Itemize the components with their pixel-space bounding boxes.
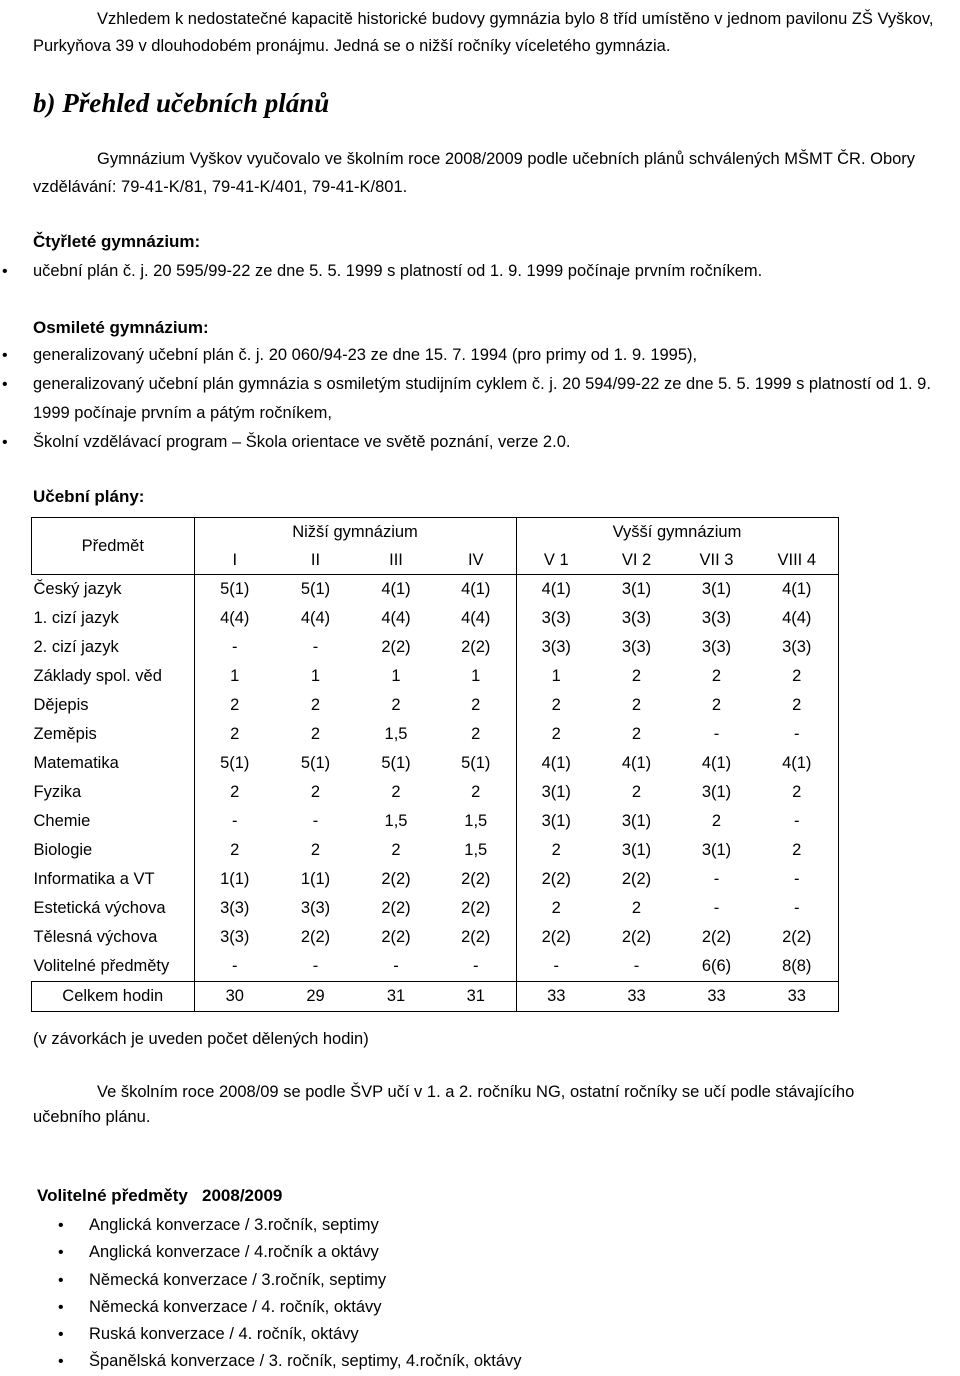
table-row: [32, 865, 839, 894]
grade-header: III: [356, 546, 436, 575]
subject-cell: 1. cizí jazyk: [32, 604, 195, 633]
hours-cell: 2: [471, 696, 481, 714]
hours-cell: 1: [471, 667, 481, 685]
total-cell: 30: [194, 982, 275, 1012]
table-row: [32, 662, 839, 691]
hours-cell: 2: [711, 812, 722, 830]
subject-cell: Český jazyk: [32, 575, 195, 605]
hours-cell: -: [713, 899, 720, 917]
hours-cell: 3(3): [701, 638, 732, 656]
list-item: • Německá konverzace / 3.ročník, septimy: [0, 1267, 522, 1294]
hours-cell: 2(2): [381, 638, 411, 656]
grade-header: V 1: [516, 546, 596, 575]
hours-cell: 4(4): [300, 609, 331, 627]
hours-cell: 5(1): [461, 754, 491, 772]
hours-cell: 2: [391, 783, 401, 801]
hours-cell: 2(2): [621, 870, 652, 888]
subject-cell: Fyzika: [32, 778, 195, 807]
hours-cell: 1(1): [300, 870, 331, 888]
hours-cell: 1,5: [464, 812, 488, 830]
hours-cell: 2: [711, 696, 722, 714]
hours-cell: 2: [516, 720, 596, 749]
table-row: [32, 836, 839, 865]
list-item: • Anglická konverzace / 4.ročník a oktávy: [0, 1239, 522, 1266]
hours-cell: 2: [230, 696, 240, 714]
total-label: Celkem hodin: [32, 982, 195, 1012]
hours-cell: 3(3): [516, 633, 596, 662]
hours-cell: 6(6): [701, 957, 732, 975]
hours-cell: 3(1): [701, 783, 732, 801]
total-row: [32, 982, 839, 1012]
list-item: • Německá konverzace / 4. ročník, oktávy: [0, 1294, 522, 1321]
hours-cell: -: [232, 957, 238, 975]
subject-cell: 2. cizí jazyk: [32, 633, 195, 662]
eight-year-heading: Osmileté gymnázium:: [33, 318, 209, 337]
hours-cell: 4(1): [516, 749, 596, 778]
table-row: [32, 720, 839, 749]
subject-cell: Chemie: [32, 807, 195, 836]
hours-cell: -: [756, 894, 838, 923]
hours-cell: 1,5: [464, 841, 488, 859]
svp-paragraph: Ve školním roce 2008/09 se podle ŠVP učí v 1. a 2. ročníku NG, ostatní ročníky se učí podle stávajícího učebního plánu.: [33, 1083, 855, 1126]
grade-header: VI 2: [596, 546, 677, 575]
total-cell: 29: [275, 982, 356, 1012]
list-item: • Anglická konverzace / 3.ročník, septimy: [0, 1212, 522, 1239]
table-row: [32, 807, 839, 836]
list-item: • Ruská konverzace / 4. ročník, oktávy: [0, 1321, 522, 1348]
hours-cell: 2(2): [461, 638, 491, 656]
table-row: [32, 749, 839, 778]
hours-cell: 5(1): [300, 580, 331, 598]
hours-cell: 2: [631, 783, 642, 801]
table-row: [32, 691, 839, 720]
hours-cell: 2: [230, 783, 240, 801]
hours-cell: 4(1): [381, 580, 411, 598]
hours-cell: 2: [711, 667, 722, 685]
hours-cell: 5(1): [220, 754, 250, 772]
hours-cell: 2(2): [461, 928, 491, 946]
hours-cell: 4(4): [381, 609, 411, 627]
total-cell: 31: [436, 982, 516, 1012]
hours-cell: 4(4): [756, 604, 838, 633]
hours-cell: 2: [756, 691, 838, 720]
total-cell: 33: [756, 982, 838, 1012]
hours-cell: 2(2): [461, 899, 491, 917]
hours-cell: 3(1): [516, 807, 596, 836]
hours-cell: 3(3): [701, 609, 732, 627]
eight-year-list: [0, 341, 960, 457]
hours-cell: 4(1): [621, 754, 652, 772]
hours-cell: 3(1): [516, 778, 596, 807]
hours-cell: 2(2): [701, 928, 732, 946]
electives-heading: Volitelné předměty 2008/2009: [37, 1186, 283, 1205]
total-cell: 33: [516, 982, 596, 1012]
hours-cell: 2: [631, 696, 642, 714]
table-note: (v závorkách je uveden počet dělených hodin): [33, 1030, 369, 1048]
hours-cell: -: [713, 725, 720, 743]
subject-cell: Volitelné předměty: [32, 952, 195, 982]
hours-cell: 4(4): [220, 609, 250, 627]
hours-cell: 5(1): [300, 754, 331, 772]
table-row: [32, 604, 839, 633]
hours-cell: -: [756, 807, 838, 836]
hours-cell: 5(1): [381, 754, 411, 772]
hours-cell: -: [393, 957, 399, 975]
hours-cell: 2: [516, 894, 596, 923]
hours-cell: -: [232, 638, 238, 656]
hours-cell: 1,5: [384, 725, 408, 743]
hours-cell: 2: [516, 691, 596, 720]
hours-cell: 2: [631, 725, 642, 743]
hours-cell: -: [713, 870, 720, 888]
hours-cell: -: [312, 638, 319, 656]
hours-cell: 2(2): [516, 865, 596, 894]
subject-header: Předmět: [32, 518, 195, 575]
grade-header: IV: [436, 546, 516, 575]
hours-cell: 2(2): [381, 870, 411, 888]
table-row: [32, 923, 839, 952]
intro-paragraph: Vzhledem k nedostatečné kapacitě historické budovy gymnázia bylo 8 tříd umístěno v jednom pavilonu ZŠ Vyškov, Purkyňova 39 v dlouhodobém pronájmu. Jedná se o nižší ročníky víceletého gymnázia.: [33, 10, 934, 55]
group-header-upper: Vyšší gymnázium: [516, 518, 838, 547]
hours-cell: 2: [631, 667, 642, 685]
four-year-heading: Čtyřleté gymnázium:: [33, 232, 201, 251]
subject-cell: Základy spol. věd: [32, 662, 195, 691]
grade-header: VIII 4: [756, 546, 838, 575]
total-cell: 33: [677, 982, 756, 1012]
hours-cell: -: [633, 957, 640, 975]
hours-cell: -: [312, 812, 319, 830]
hours-cell: 3(3): [756, 633, 838, 662]
hours-cell: 1: [230, 667, 240, 685]
list-item: • Španělská konverzace / 3. ročník, septimy, 4.ročník, oktávy: [0, 1348, 522, 1375]
hours-cell: 1,5: [384, 812, 408, 830]
hours-cell: 1: [516, 662, 596, 691]
hours-cell: 3(1): [701, 841, 732, 859]
hours-cell: 1: [310, 667, 321, 685]
hours-cell: 1(1): [220, 870, 250, 888]
hours-cell: 2: [230, 841, 240, 859]
subject-cell: Tělesná výchova: [32, 923, 195, 952]
hours-cell: -: [232, 812, 238, 830]
hours-cell: 2: [631, 899, 642, 917]
plans-table-heading: Učební plány:: [33, 487, 145, 506]
hours-cell: 3(1): [621, 841, 652, 859]
table-body: [32, 575, 839, 982]
total-cell: 33: [596, 982, 677, 1012]
subject-cell: Biologie: [32, 836, 195, 865]
hours-cell: 1: [391, 667, 401, 685]
hours-cell: -: [756, 865, 838, 894]
total-cell: 31: [356, 982, 436, 1012]
hours-cell: 2(2): [300, 928, 331, 946]
hours-cell: 3(1): [621, 580, 652, 598]
hours-cell: 3(3): [621, 609, 652, 627]
table-row: [32, 894, 839, 923]
subject-cell: Informatika a VT: [32, 865, 195, 894]
table-row: [32, 633, 839, 662]
hours-cell: 3(3): [621, 638, 652, 656]
hours-cell: 3(3): [300, 899, 331, 917]
hours-cell: 4(1): [516, 575, 596, 605]
subject-cell: Dějepis: [32, 691, 195, 720]
hours-cell: 4(1): [461, 580, 491, 598]
hours-cell: 2: [310, 841, 321, 859]
group-header-lower: Nižší gymnázium: [194, 518, 516, 547]
hours-cell: 2: [310, 725, 321, 743]
hours-cell: 4(1): [701, 754, 732, 772]
hours-cell: 8(8): [756, 952, 838, 982]
hours-cell: 3(1): [701, 580, 732, 598]
hours-cell: 2: [471, 783, 481, 801]
hours-cell: 2: [756, 836, 838, 865]
hours-cell: 2: [471, 725, 481, 743]
table-row: [32, 952, 839, 982]
subject-cell: Matematika: [32, 749, 195, 778]
hours-cell: 2(2): [381, 899, 411, 917]
list-item: • generalizovaný učební plán gymnázia s osmiletým studijním cyklem č. j. 20 594/99-22 ze dne 5. 5. 1999 s platností od 1. 9. 1999 počínaje prvním a pátým ročníkem,: [0, 370, 953, 428]
hours-cell: 2(2): [461, 870, 491, 888]
list-item: • Školní vzdělávací program – Škola orientace ve světě poznání, verze 2.0.: [0, 428, 960, 457]
hours-cell: 2(2): [381, 928, 411, 946]
hours-cell: 2: [391, 841, 401, 859]
hours-cell: 2(2): [756, 923, 838, 952]
four-year-list: [0, 257, 960, 286]
subject-cell: Zeměpis: [32, 720, 195, 749]
list-item: • učební plán č. j. 20 595/99-22 ze dne 5. 5. 1999 s platností od 1. 9. 1999 počínaje prvním ročníkem.: [0, 257, 960, 286]
table-row: [32, 575, 839, 605]
table-row: [32, 778, 839, 807]
plans-paragraph: Gymnázium Vyškov vyučovalo ve školním roce 2008/2009 podle učebních plánů schválených MŠMT ČR. Obory vzdělávání: 79-41-K/81, 79-41-K/401, 79-41-K/801.: [33, 150, 916, 196]
hours-cell: 2: [230, 725, 240, 743]
study-plan-table: [31, 517, 839, 1012]
list-item: • generalizovaný učební plán č. j. 20 060/94-23 ze dne 15. 7. 1994 (pro primy od 1. 9. 1995),: [0, 341, 960, 370]
hours-cell: -: [756, 720, 838, 749]
hours-cell: 2: [516, 836, 596, 865]
hours-cell: -: [312, 957, 319, 975]
grade-header: VII 3: [677, 546, 756, 575]
hours-cell: 2: [310, 783, 321, 801]
hours-cell: -: [473, 957, 479, 975]
hours-cell: 2: [391, 696, 401, 714]
hours-cell: -: [516, 952, 596, 982]
hours-cell: 2: [756, 662, 838, 691]
hours-cell: 3(1): [621, 812, 652, 830]
hours-cell: 3(3): [220, 899, 250, 917]
hours-cell: 4(1): [756, 575, 838, 605]
grade-header: I: [194, 546, 275, 575]
hours-cell: 2(2): [621, 928, 652, 946]
subject-cell: Estetická výchova: [32, 894, 195, 923]
hours-cell: 4(4): [461, 609, 491, 627]
hours-cell: 2: [756, 778, 838, 807]
hours-cell: 2: [310, 696, 321, 714]
section-heading: b) Přehled učebních plánů: [33, 88, 330, 118]
hours-cell: 5(1): [220, 580, 250, 598]
electives-list: [0, 1212, 522, 1376]
hours-cell: 4(1): [756, 749, 838, 778]
hours-cell: 3(3): [220, 928, 250, 946]
hours-cell: 3(3): [516, 604, 596, 633]
grade-header: II: [275, 546, 356, 575]
hours-cell: 2(2): [516, 923, 596, 952]
